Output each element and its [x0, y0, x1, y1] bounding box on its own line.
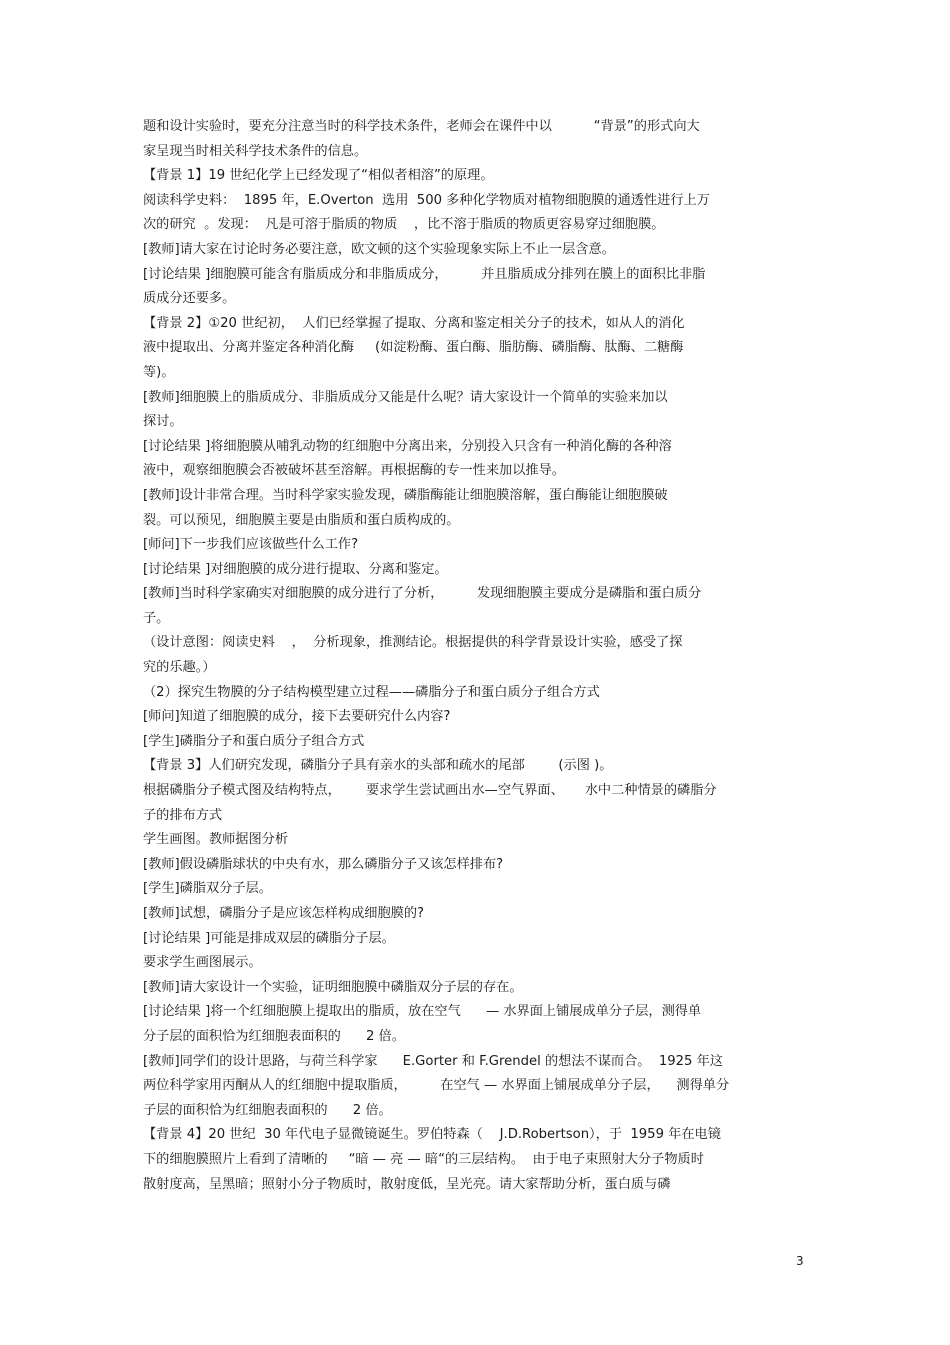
- text-line: 【背景 3】人们研究发现，磷脂分子具有亲水的头部和疏水的尾部 (示图 )。: [143, 758, 613, 774]
- text-line: 根据磷脂分子模式图及结构特点， 要求学生尝试画出水—空气界面、 水中二种情景的磷脂分: [143, 783, 717, 799]
- text-line: 子层的面积恰为红细胞表面积的 2 倍。: [143, 1102, 392, 1118]
- text-line: 【背景 4】20 世纪 30 年代电子显微镜诞生。罗伯特森（ J.D.Robertson），于 1959 年在电镜: [143, 1127, 721, 1143]
- text-line: [讨论结果 ]将细胞膜从哺乳动物的红细胞中分离出来，分别投入只含有一种消化酶的各种溶: [143, 438, 672, 454]
- text-line: 【背景 2】①20 世纪初， 人们已经掌握了提取、分离和鉴定相关分子的技术，如从人的消化: [143, 315, 685, 331]
- document-body: [143, 115, 813, 1197]
- text-line: （设计意图：阅读史料 ， 分析现象，推测结论。根据提供的科学背景设计实验，感受了探: [143, 635, 683, 651]
- text-line: 质成分还要多。: [143, 291, 236, 307]
- text-line: [教师]设计非常合理。当时科学家实验发现，磷脂酶能让细胞膜溶解，蛋白酶能让细胞膜破: [143, 487, 668, 503]
- text-line: 散射度高，呈黑暗；照射小分子物质时，散射度低，呈光亮。请大家帮助分析，蛋白质与磷: [143, 1176, 671, 1192]
- text-line: 裂。可以预见，细胞膜主要是由脂质和蛋白质构成的。: [143, 512, 460, 528]
- text-line: [教师]请大家设计一个实验，证明细胞膜中磷脂双分子层的存在。: [143, 979, 523, 995]
- text-line: [学生]磷脂分子和蛋白质分子组合方式: [143, 733, 365, 749]
- text-line: 家呈现当时相关科学技术条件的信息。: [143, 143, 368, 159]
- text-line: [师问]知道了细胞膜的成分，接下去要研究什么内容?: [143, 709, 451, 725]
- text-line: [讨论结果 ]细胞膜可能含有脂质成分和非脂质成分， 并且脂质成分排列在膜上的面积比非脂: [143, 266, 706, 282]
- text-line: 液中，观察细胞膜会否被破坏甚至溶解。再根据酶的专一性来加以推导。: [143, 463, 565, 479]
- page-number: 3: [796, 1254, 804, 1268]
- text-line: [教师]请大家在讨论时务必要注意，欧文顿的这个实验现象实际上不止一层含意。: [143, 241, 615, 257]
- text-line: （2）探究生物膜的分子结构模型建立过程——磷脂分子和蛋白质分子组合方式: [143, 684, 600, 700]
- text-line: 次的研究 。发现： 凡是可溶于脂质的物质 ，比不溶于脂质的物质更容易穿过细胞膜。: [143, 217, 665, 233]
- text-line: 要求学生画图展示。: [143, 955, 262, 971]
- text-line: [教师]细胞膜上的脂质成分、非脂质成分又能是什么呢？请大家设计一个简单的实验来加以: [143, 389, 668, 405]
- text-line: 学生画图。教师据图分析: [143, 832, 289, 848]
- text-line: [教师]当时科学家确实对细胞膜的成分进行了分析， 发现细胞膜主要成分是磷脂和蛋白质分: [143, 586, 702, 602]
- text-line: 液中提取出、分离并鉴定各种消化酶 (如淀粉酶、蛋白酶、脂肪酶、磷脂酶、肽酶、二糖酶: [143, 340, 684, 356]
- text-line: 究的乐趣。）: [143, 660, 216, 676]
- text-line: [讨论结果 ]对细胞膜的成分进行提取、分离和鉴定。: [143, 561, 448, 577]
- text-line: 两位科学家用丙酮从人的红细胞中提取脂质， 在空气 — 水界面上铺展成单分子层， 测得单分: [143, 1078, 730, 1094]
- text-line: [师问]下一步我们应该做些什么工作?: [143, 537, 359, 553]
- text-line: [学生]磷脂双分子层。: [143, 881, 272, 897]
- text-line: 等)。: [143, 364, 175, 380]
- text-line: 阅读科学史料： 1895 年，E.Overton 选用 500 多种化学物质对植物细胞膜的通透性进行上万: [143, 192, 710, 208]
- text-line: [讨论结果 ]将一个红细胞膜上提取出的脂质，放在空气 — 水界面上铺展成单分子层，测得单: [143, 1004, 702, 1020]
- text-line: [教师]同学们的设计思路，与荷兰科学家 E.Gorter 和 F.Grendel 的想法不谋而合。 1925 年这: [143, 1053, 723, 1069]
- text-line: 下的细胞膜照片上看到了清晰的 “暗 — 亮 — 暗“的三层结构。 由于电子束照射大分子物质时: [143, 1151, 704, 1167]
- text-line: [教师]假设磷脂球状的中央有水，那么磷脂分子又该怎样排布?: [143, 856, 504, 872]
- text-line: [讨论结果 ]可能是排成双层的磷脂分子层。: [143, 930, 395, 946]
- text-line: 子。: [143, 610, 170, 626]
- text-line: 题和设计实验时，要充分注意当时的科学技术条件，老师会在课件中以 “背景”的形式向大: [143, 119, 700, 134]
- text-line: [教师]试想，磷脂分子是应该怎样构成细胞膜的?: [143, 906, 425, 921]
- text-line: 子的排布方式: [143, 807, 223, 823]
- text-line: 探讨。: [143, 414, 183, 430]
- text-line: 分子层的面积恰为红细胞表面积的 2 倍。: [143, 1028, 405, 1044]
- text-line: 【背景 1】19 世纪化学上已经发现了“相似者相溶”的原理。: [143, 168, 494, 184]
